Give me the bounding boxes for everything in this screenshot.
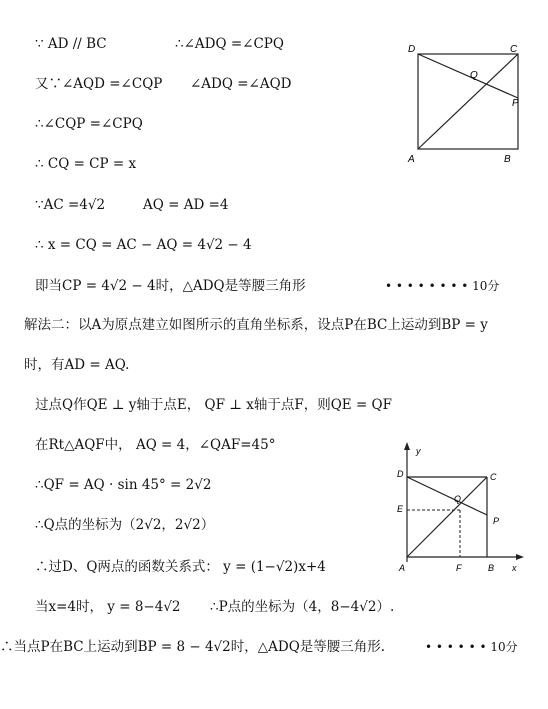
label-A: A (399, 563, 406, 573)
line-9: 时，有AD = AQ. (24, 357, 130, 373)
line-2a: 又∵∠AQD =∠CQP (35, 76, 163, 92)
diagonal-ac (407, 477, 487, 557)
label-P: P (493, 516, 500, 526)
line-2b: ∠ADQ =∠AQD (190, 76, 292, 92)
label-E: E (397, 504, 404, 514)
line-6: ∴ x = CQ = AC − AQ = 4√2 − 4 (35, 237, 252, 253)
line-16b: • • • • • • 10分 (425, 640, 518, 654)
line-1b: ∴∠ADQ =∠CPQ (175, 36, 284, 52)
line-15a: 当x=4时， y = 8−4√2 (35, 599, 181, 615)
line-1a: ∵ AD // BC (35, 36, 107, 52)
line-7b: • • • • • • • • 10分 (385, 279, 500, 293)
y-arrow-icon (404, 442, 410, 450)
line-10: 过点Q作QE ⊥ y轴于点E， QF ⊥ x轴于点F，则QE = QF (35, 397, 392, 413)
label-Q: Q (470, 70, 478, 81)
label-D: D (408, 44, 416, 55)
line-13: ∴Q点的坐标为（2√2，2√2） (35, 517, 215, 533)
label-B: B (504, 154, 511, 165)
label-B: B (488, 563, 495, 573)
label-x: x (512, 563, 517, 573)
segment-dp (418, 54, 518, 98)
line-15b: ∴P点的坐标为（4，8−4√2）. (210, 599, 395, 615)
line-16a: ∴当点P在BC上运动到BP = 8 − 4√2时，△ADQ是等腰三角形. (0, 639, 386, 655)
label-C: C (510, 44, 518, 55)
line-11: 在Rt△AQF中， AQ = 4，∠QAF=45° (35, 437, 276, 453)
label-Q: Q (454, 494, 462, 504)
label-F: F (456, 563, 462, 573)
segment-dp (407, 477, 487, 515)
label-C: C (490, 472, 497, 482)
line-14: ∴过D、Q两点的函数关系式： y = (1−√2)x+4 (35, 559, 326, 575)
label-P: P (512, 98, 519, 109)
line-5b: AQ = AD =4 (143, 197, 229, 213)
figure-square-1 (400, 40, 530, 165)
figure-coordinate-2 (390, 440, 530, 580)
label-A: A (408, 154, 415, 165)
line-12: ∴QF = AQ · sin 45° = 2√2 (35, 477, 212, 493)
diagonal-ac (418, 54, 518, 149)
line-4: ∴ CQ = CP = x (35, 156, 137, 172)
label-y: y (416, 446, 421, 456)
label-D: D (397, 469, 404, 479)
line-3: ∴∠CQP =∠CPQ (35, 116, 143, 132)
line-8: 解法二：以A为原点建立如图所示的直角坐标系，设点P在BC上运动到BP = y (24, 317, 488, 333)
line-7a: 即当CP = 4√2 − 4时，△ADQ是等腰三角形 (35, 278, 306, 294)
x-arrow-icon (516, 554, 524, 560)
line-5a: ∵AC =4√2 (35, 197, 106, 213)
